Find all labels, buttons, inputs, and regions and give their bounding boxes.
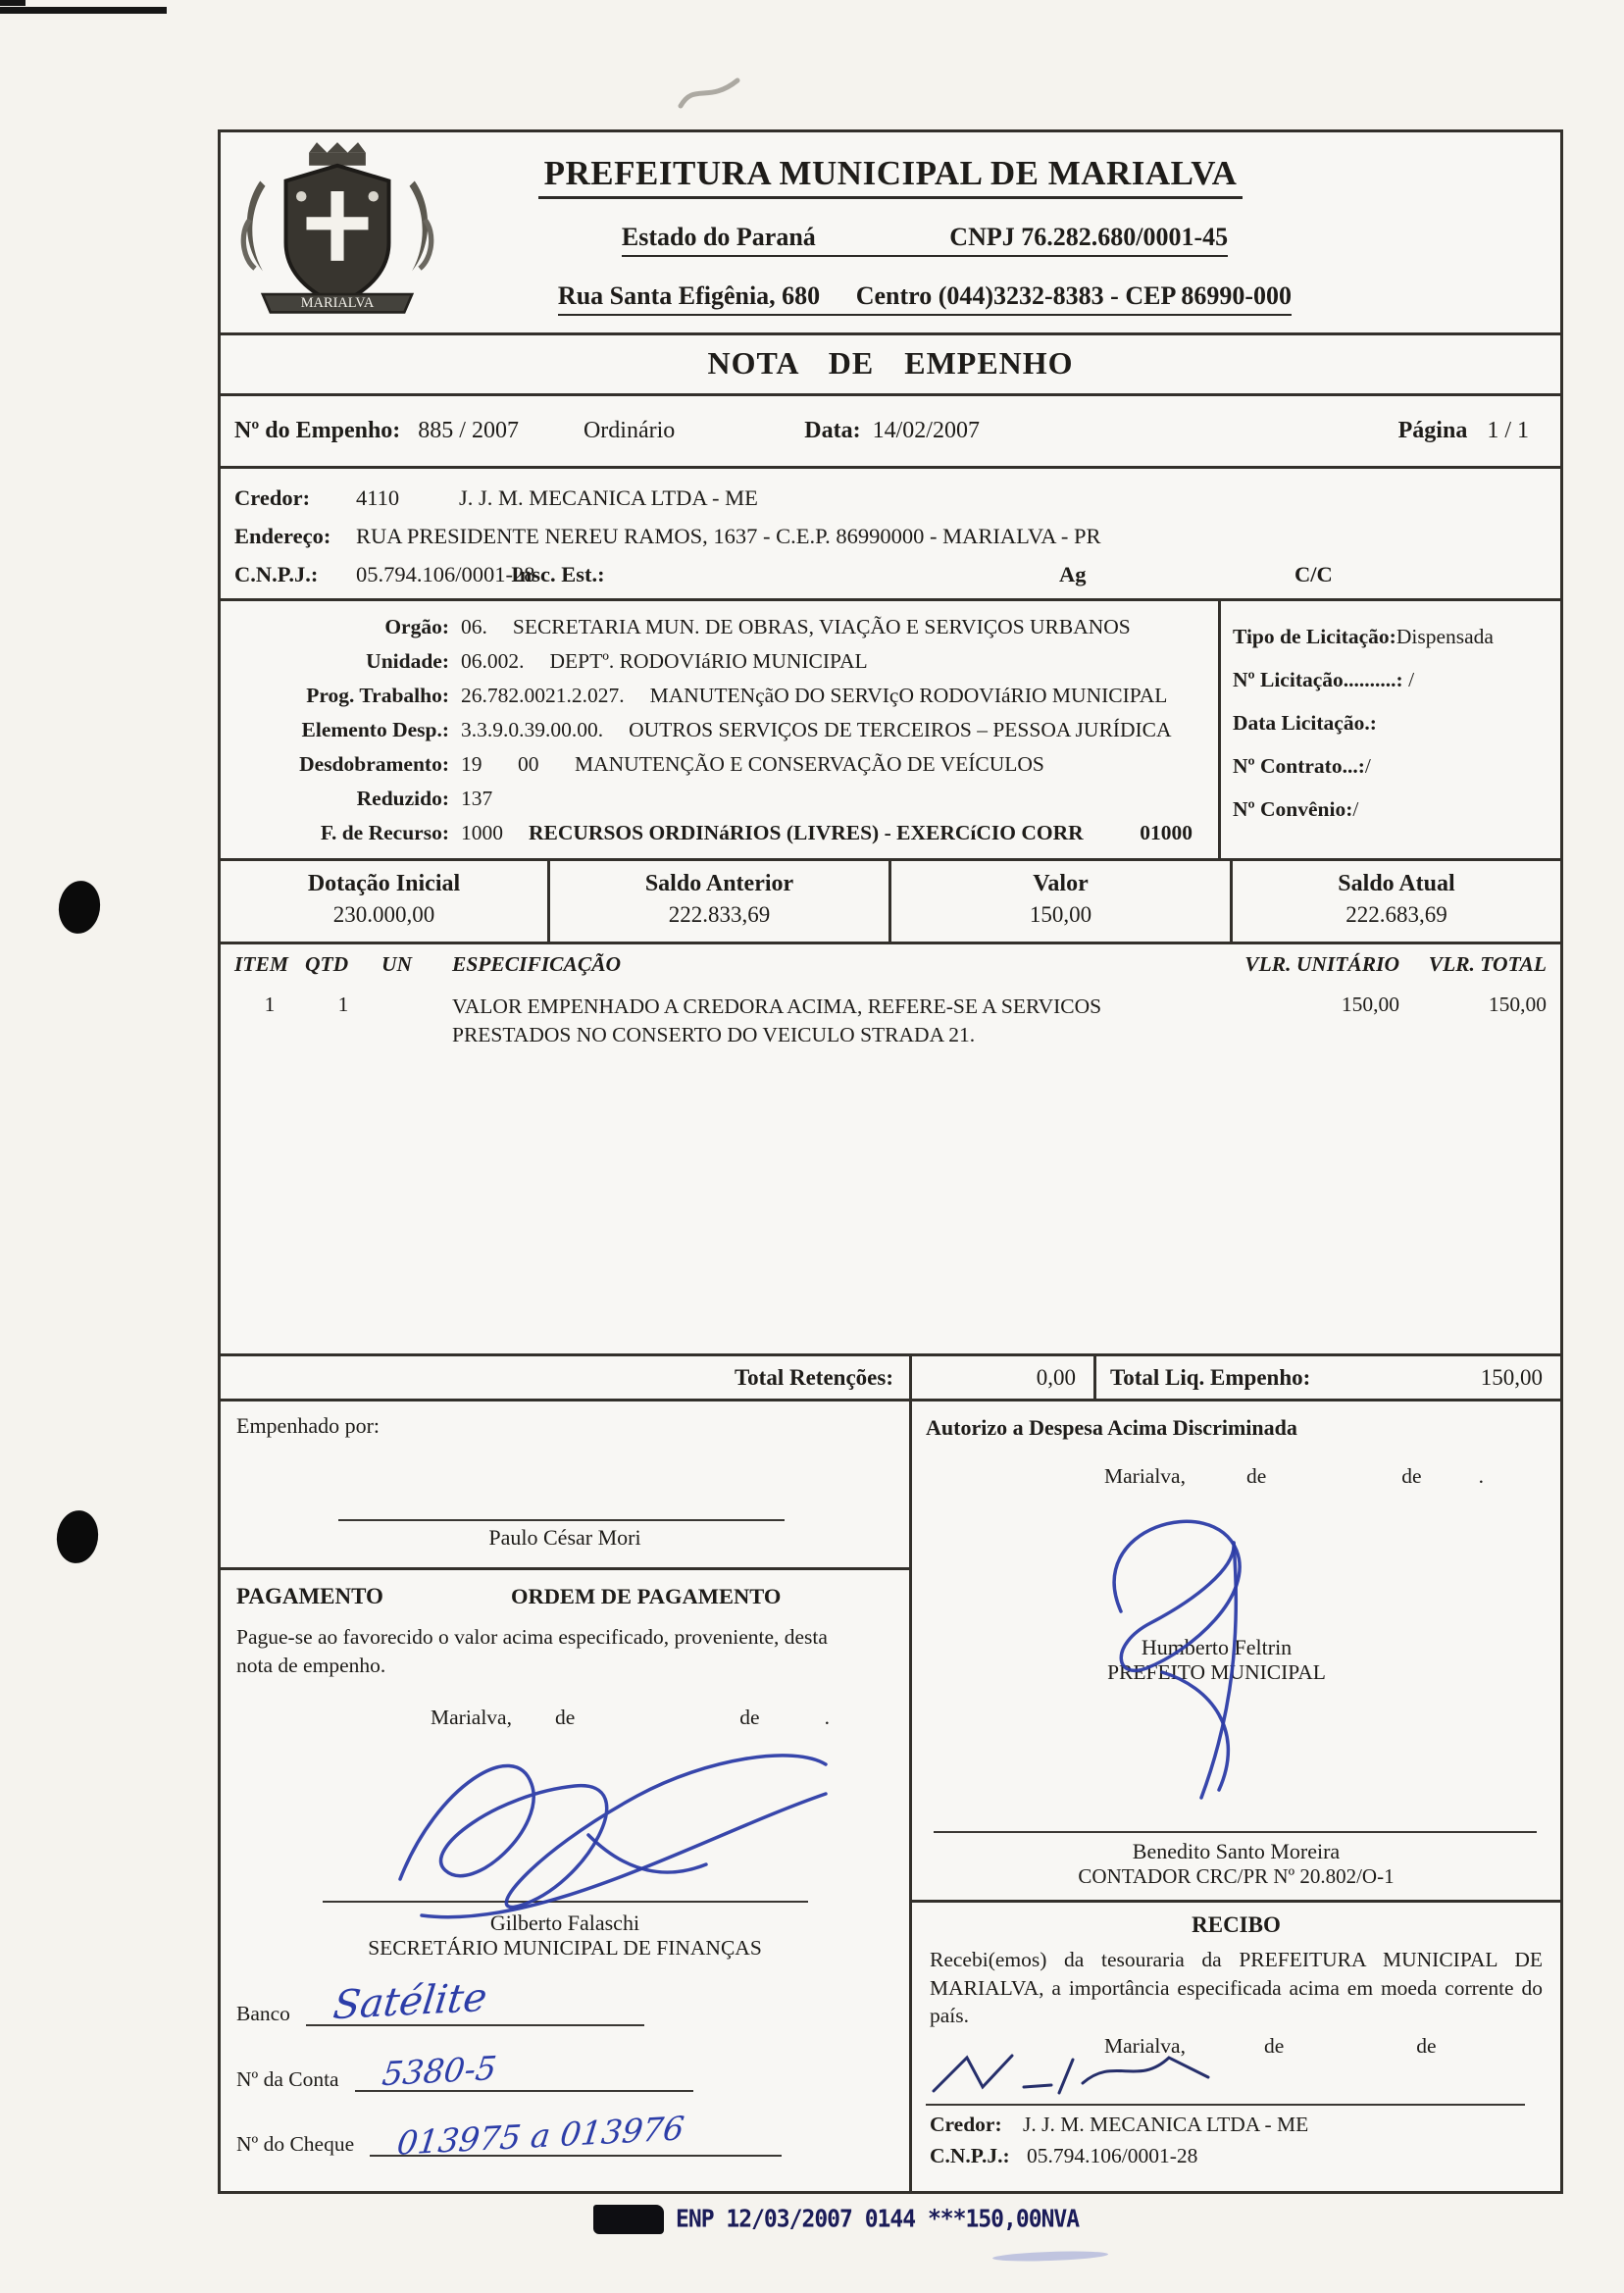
col-item: ITEM — [234, 952, 288, 976]
contrato-value: / — [1364, 754, 1371, 778]
recibo-cnpj-row — [930, 2144, 1197, 2168]
valor-cell — [888, 861, 1230, 942]
cnpj-label: C.N.P.J.: — [234, 562, 319, 586]
budget-classification — [221, 598, 1560, 858]
autorizacao-title: Autorizo a Despesa Acima Discriminada — [926, 1415, 1297, 1440]
recibo-de1: de — [1263, 2033, 1285, 2058]
contador-signature-line — [934, 1831, 1537, 1833]
machine-validation-stamp — [593, 2205, 1079, 2234]
item-qty: 1 — [337, 993, 349, 1016]
liquido-cell — [1096, 1356, 1560, 1399]
conta-label: Nº da Conta — [236, 2067, 339, 2091]
pagamento-text: Pague-se ao favorecido o valor acima especificado, proveniente, desta nota de empenho. — [236, 1625, 828, 1677]
col-qtd: QTD — [305, 952, 349, 976]
empenho-number-label: Nº do Empenho: — [234, 418, 401, 443]
recibo-cnpj-label: C.N.P.J.: — [930, 2144, 1010, 2167]
empenhado-signature-line — [338, 1519, 785, 1521]
reduzido-label: Reduzido: — [356, 787, 449, 810]
col-vlr-unitario: VLR. UNITÁRIO — [1244, 952, 1399, 976]
pagamento-de2: de — [739, 1706, 760, 1729]
recibo-cnpj-value: 05.794.106/0001-28 — [1027, 2144, 1198, 2167]
recibo-box — [912, 1900, 1560, 2191]
creditor-cnpj-row — [234, 555, 1547, 593]
saldo-anterior-cell — [547, 861, 888, 942]
empenhado-label: Empenhado por: — [236, 1413, 381, 1438]
convenio-label: Nº Convênio: — [1233, 797, 1353, 821]
empenho-date-label: Data: — [804, 418, 861, 443]
orgao-desc: SECRETARIA MUN. DE OBRAS, VIAÇÃO E SERVIÇOS URBANOS — [512, 615, 1131, 638]
dotacao-inicial-cell — [221, 861, 547, 942]
conta-line — [355, 2048, 693, 2094]
prefeito-name: Humberto Feltrin — [1141, 1635, 1293, 1659]
creditor-name: J. J. M. MECANICA LTDA - ME — [459, 485, 758, 510]
pagamento-titles — [236, 1584, 893, 1609]
contrato-label: Nº Contrato...: — [1233, 754, 1365, 778]
empenhado-name: Paulo César Mori — [488, 1525, 641, 1550]
elemento-row — [221, 713, 1218, 747]
saldo-anterior-header: Saldo Anterior — [644, 871, 794, 896]
signatures-area — [221, 1399, 1560, 2191]
org-cnpj: CNPJ 76.282.680/0001-45 — [949, 223, 1229, 251]
cheque-field — [236, 2109, 782, 2163]
saldo-anterior-value: 222.833,69 — [668, 902, 771, 927]
empenho-number-value: 885 / 2007 — [418, 418, 519, 443]
licitacao-tipo-label: Tipo de Licitação: — [1233, 625, 1396, 648]
hole-punch-mark — [55, 878, 103, 936]
empenhado-box — [221, 1401, 909, 1570]
conta-handwritten-value: 5380-5 — [380, 2048, 499, 2094]
ink-smudge — [992, 2250, 1108, 2263]
item-unit — [381, 993, 452, 1049]
ordem-pagamento-title: ORDEM DE PAGAMENTO — [510, 1584, 782, 1608]
creditor-label: Credor: — [234, 485, 311, 510]
autorizacao-city: Marialva, — [1104, 1464, 1186, 1488]
creditor-address-row — [234, 517, 1547, 555]
saldo-atual-cell — [1230, 861, 1560, 942]
licitacao-data-row — [1233, 701, 1548, 744]
recurso-code2: 01000 — [1140, 821, 1193, 844]
logo-banner-text: MARIALVA — [300, 295, 375, 312]
item-unit-price: 150,00 — [1341, 993, 1399, 1016]
org-street: Rua Santa Efigênia, 680 — [557, 281, 821, 310]
prog-trabalho-row — [221, 679, 1218, 713]
licitacao-numero-row — [1233, 658, 1548, 701]
prog-code: 26.782.0021.2.027. — [461, 684, 625, 707]
hole-punch-mark — [53, 1507, 101, 1565]
unidade-row — [221, 644, 1218, 679]
scan-corner-artifact — [0, 0, 25, 6]
pagamento-box — [221, 1570, 909, 2191]
page-indicator — [1398, 418, 1529, 444]
address-value: RUA PRESIDENTE NEREU RAMOS, 1637 - C.E.P. 86990000 - MARIALVA - PR — [356, 524, 1101, 548]
licitacao-data-label: Data Licitação.: — [1233, 711, 1377, 735]
scan-edge-artifact — [0, 7, 167, 14]
items-section — [221, 942, 1560, 1353]
left-column — [221, 1401, 912, 2191]
cheque-handwritten-value: 013975 a 013976 — [394, 2109, 686, 2163]
dotacao-inicial-value: 230.000,00 — [332, 902, 435, 927]
items-header — [221, 944, 1560, 977]
address-label: Endereço: — [234, 524, 331, 548]
creditor-code: 4110 — [356, 485, 400, 510]
nota-de-empenho-document — [218, 129, 1563, 2194]
contador-block — [912, 1839, 1560, 1889]
liquido-value: 150,00 — [1480, 1364, 1543, 1390]
valor-value: 150,00 — [1029, 902, 1092, 927]
agency-label: Ag — [1059, 562, 1087, 586]
creditor-block — [221, 466, 1560, 598]
desdobramento-row — [221, 747, 1218, 782]
org-state-cnpj-line — [289, 223, 1560, 257]
creditor-row — [234, 479, 1547, 517]
autorizacao-de1: de — [1245, 1464, 1267, 1488]
banco-field — [236, 1974, 644, 2029]
account-label: C/C — [1294, 562, 1333, 586]
cheque-label: Nº do Cheque — [236, 2132, 355, 2156]
col-un: UN — [381, 952, 413, 976]
pagamento-dot: . — [824, 1706, 830, 1729]
recibo-credor-row — [930, 2113, 1308, 2137]
pagamento-city: Marialva, — [431, 1706, 512, 1729]
unidade-label: Unidade: — [366, 649, 449, 673]
col-vlr-total: VLR. TOTAL — [1428, 952, 1547, 976]
licitacao-panel — [1218, 601, 1560, 858]
org-name: PREFEITURA MUNICIPAL DE MARIALVA — [221, 154, 1560, 199]
orgao-row — [221, 610, 1218, 644]
unidade-desc: DEPTº. RODOVIáRIO MUNICIPAL — [549, 649, 868, 673]
state-registration-label: Insc. Est.: — [511, 562, 605, 586]
page-label: Página — [1397, 418, 1468, 443]
recurso-desc: RECURSOS ORDINáRIOS (LIVRES) - EXERCíCIO CORR — [529, 821, 1084, 844]
org-state: Estado do Paraná — [621, 223, 816, 251]
item-row — [221, 977, 1560, 1049]
recibo-credor-value: J. J. M. MECANICA LTDA - ME — [1023, 2113, 1309, 2136]
banco-line — [306, 1974, 644, 2029]
credor-signature — [926, 2048, 1220, 2105]
desdobramento-code2: 00 — [518, 752, 539, 776]
letterhead — [221, 132, 1560, 332]
document-title: NOTA DE EMPENHO — [221, 332, 1560, 393]
right-column — [912, 1401, 1560, 2191]
page-value: 1 / 1 — [1487, 418, 1529, 443]
convenio-value: / — [1352, 797, 1359, 821]
prefeito-signature — [1044, 1486, 1339, 1809]
stamp-ink-blob — [593, 2205, 664, 2234]
item-description: VALOR EMPENHADO A CREDORA ACIMA, REFERE-SE A SERVICOS PRESTADOS NO CONSERTO DO VEICULO STRADA 21. — [452, 994, 1102, 1046]
secretario-name: Gilberto Falaschi — [489, 1911, 640, 1935]
totals-row — [221, 1353, 1560, 1399]
classification-left — [221, 601, 1218, 858]
convenio-row — [1233, 788, 1548, 831]
retencoes-label: Total Retenções: — [221, 1356, 912, 1399]
recibo-text: Recebi(emos) da tesouraria da PREFEITURA MUNICIPAL DE MARIALVA, a importância especificada acima em moeda corrente do país. — [930, 1948, 1543, 2027]
contrato-row — [1233, 744, 1548, 788]
conta-field — [236, 2048, 693, 2094]
recibo-credor-label: Credor: — [930, 2113, 1002, 2136]
prog-label: Prog. Trabalho: — [306, 684, 449, 707]
contador-role: CONTADOR CRC/PR Nº 20.802/O-1 — [1078, 1864, 1395, 1888]
secretario-signature — [382, 1668, 853, 1962]
elemento-label: Elemento Desp.: — [301, 718, 449, 741]
valor-header: Valor — [1033, 871, 1089, 896]
saldo-atual-value: 222.683,69 — [1345, 902, 1447, 927]
autorizacao-de2: de — [1401, 1464, 1422, 1488]
retencoes-value: 0,00 — [912, 1356, 1096, 1399]
desdobramento-label: Desdobramento: — [299, 752, 449, 776]
licitacao-numero-label: Nº Licitação..........: — [1233, 668, 1403, 691]
banco-label: Banco — [236, 2002, 290, 2025]
empenho-type: Ordinário — [583, 418, 676, 443]
balances-table — [221, 858, 1560, 942]
orgao-code: 06. — [461, 615, 487, 638]
recurso-label: F. de Recurso: — [320, 821, 449, 844]
fonte-recurso-row — [221, 816, 1218, 850]
autorizacao-box — [912, 1401, 1560, 1900]
org-address-detail: Centro (044)3232-8383 - CEP 86990-000 — [855, 281, 1293, 310]
dotacao-inicial-header: Dotação Inicial — [307, 871, 461, 896]
recibo-de2: de — [1416, 2033, 1437, 2058]
banco-handwritten-value: Satélite — [330, 1974, 490, 2029]
col-especificacao: ESPECIFICAÇÃO — [452, 952, 622, 976]
empenho-header-row — [221, 393, 1560, 466]
org-address-line — [289, 281, 1560, 316]
licitacao-tipo-row — [1233, 615, 1548, 658]
pagamento-de1: de — [554, 1706, 576, 1729]
empenho-date-value: 14/02/2007 — [872, 418, 980, 443]
item-number: 1 — [264, 993, 276, 1016]
saldo-atual-header: Saldo Atual — [1338, 871, 1455, 896]
cnpj-value: 05.794.106/0001-28 — [356, 562, 535, 586]
secretario-role: SECRETÁRIO MUNICIPAL DE FINANÇAS — [368, 1936, 762, 1960]
elemento-desc: OUTROS SERVIÇOS DE TERCEIROS – PESSOA JURÍDICA — [629, 718, 1172, 741]
contador-name: Benedito Santo Moreira — [1132, 1839, 1341, 1863]
recibo-city: Marialva, — [1104, 2033, 1186, 2058]
stamp-text: ENP 12/03/2007 0144 ***150,00NVA — [676, 2205, 1080, 2234]
prog-desc: MANUTENçãO DO SERVIçO RODOVIáRIO MUNICIPAL — [649, 684, 1168, 707]
autorizacao-dot: . — [1478, 1464, 1484, 1488]
licitacao-tipo-value: Dispensada — [1396, 625, 1494, 648]
orgao-label: Orgão: — [384, 615, 449, 638]
item-total-price: 150,00 — [1488, 993, 1547, 1016]
elemento-code: 3.3.9.0.39.00.00. — [461, 718, 604, 741]
prefeito-role: PREFEITO MUNICIPAL — [1107, 1660, 1326, 1684]
desdobramento-desc: MANUTENÇÃO E CONSERVAÇÃO DE VEÍCULOS — [575, 752, 1044, 776]
recibo-title: RECIBO — [1192, 1912, 1281, 1937]
cheque-line — [370, 2109, 782, 2163]
recurso-code: 1000 — [461, 821, 503, 844]
pagamento-title: PAGAMENTO — [236, 1584, 383, 1608]
pencil-mark — [675, 75, 745, 116]
reduzido-value: 137 — [461, 787, 493, 810]
licitacao-numero-value: / — [1402, 668, 1415, 691]
unidade-code: 06.002. — [461, 649, 525, 673]
reduzido-row — [221, 782, 1218, 816]
desdobramento-code1: 19 — [461, 752, 482, 776]
liquido-label: Total Liq. Empenho: — [1110, 1364, 1311, 1390]
